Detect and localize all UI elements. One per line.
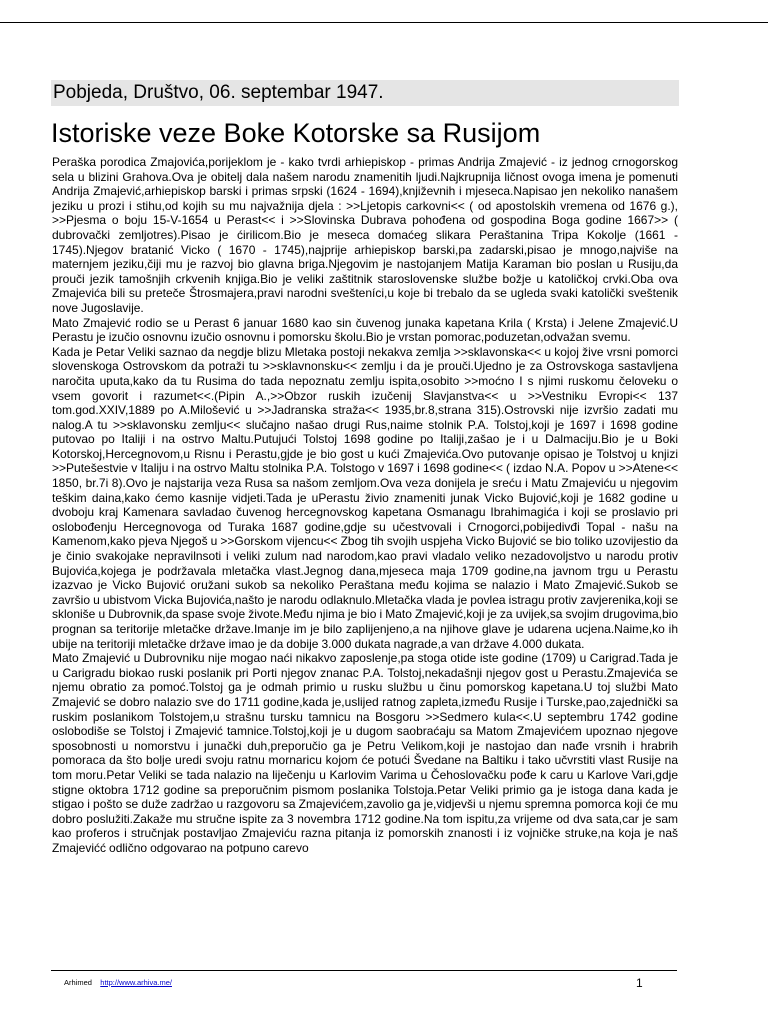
footer-source-name: Arhimed xyxy=(64,978,92,987)
footer-link[interactable]: http://www.arhiva.me/ xyxy=(100,978,172,987)
paragraph: Mato Zmajević rodio se u Perast 6 januar 1680 kao sin čuvenog junaka kapetana Krila ( Krsta) i Jelene Zmajević.U Perastu je izučio osnovnu izučio osnovnu i pomorsku školu.Bio je vrstan pomorac,poduzetan,odvažan svemu. xyxy=(52,315,678,345)
article-title: Istoriske veze Boke Kotorske sa Rusijom xyxy=(51,118,541,148)
page-number: 1 xyxy=(636,976,643,990)
footer-rule xyxy=(51,970,677,971)
publication-header xyxy=(51,80,679,106)
footer-source xyxy=(64,978,172,988)
paragraph: Kada je Petar Veliki saznao da negdje blizu Mletaka postoji nekakva zemlja >>sklavonska<< u kojoj žive vrsni pomorci slovenskoga Ostrovskom da potraži tu >>sklavnonsku<< zemlju i da je prouči.Ujedno je za Ostrovskoga sastavljena naročita uputa,kako da tu Rusima do tada nepoznatu zemlju ispita,osobito >>moćno I s njimi ruskomu čeloveku o vsem govorit i razumet<<.(Pipin A.,>>Obzor ruskih izučenij Slavjanstva<< u >>Vestniku Evropi<< 137 tom.god.XXIV,1889 po A.Milošević u >>Jadranska straža<< 1935,br.8,strana 315).Ostrovski nije izvršio zadati mu nalog.A tu >>sklavonsku zemlju<< slučajno našao drugi Rus,naime stolnik P.A. Tolstoj,koji je 1697 i 1698 godine putovao po Italiji i na ostrvo Maltu.Putujući Tolstoj 1698 godine po Italiji,zašao je i u Dalmaciju.Bio je u Boki Kotorskoj,Hercegnovom,u Risnu i Perastu,gjde je bio gost u kući Zmajevića.Ovo putovanje opisao je Tolstvoj u knjizi >>Putešestvie v Italiju i na ostrvo Maltu stolnika P.A. Tolstogo v 1697 i 1698 godine<< ( izdao N.A. Popov u >>Atene<< 1850, br.7i 8).Ovo je najstarija veza Rusa sa našom zemljom.Ova veza donijela je sreću i Matu Zmajeviću u njegovim teškim daina,kako ćemo kasnije vidjeti.Tada je uPerastu živio znameniti junak Vicko Bujović,koji je 1682 godine u dvoboju kraj Kamenara savladao čuvenog hercegnovskog kapetana Osmanagu Ibrahimagića i koji se proslavio pri oslobođenju Hercegnovoga od Turaka 1687 godine,gdje su učestvovali i Crnogorci,pobijedivđi Topal - našu na Kamenom,kako pjeva Njegoš u >>Gorskom vijencu<< Zbog tih svojih uspjeha Vicko Bujović se bio toliko uzovijestio da je činio svakojake nepravilnsoti i veliki zulum nad narodom,kao pravi vladalo veliko nezadovoljstvo u narodu protiv Bujovića,kojega je podržavala mletačka vlast.Jegnog dana,mjeseca maja 1709 godine,na javnom trgu u Perastu izazvao je Vicko Bujović oružani sukob sa nekoliko Peraštana među kojima se nalazio i Mato Zmajević.Sukob se završio u ubistvom Vicka Bujovića,našto je narodu odlaknulo.Mletačka vlada je povlea istragu protiv zavjerenika,koji se skloniše u Dubrovnik,da spase svoje živote.Među njima je bio i Mato Zmajević,koji je za uvijek,sa svojim drugovima,bio prognan sa teritorije mletačke države.Imanje im je bilo zaplijenjeno,a na njihove glave je udarena ucjena.Naime,ko ih ubije na teritoriji mletačke države imao je da dobije 3.000 dukata nagrade,a van države 4.000 dukata. xyxy=(52,344,678,651)
paragraph: Peraška porodica Zmajovića,porijeklom je - kako tvrdi arhiepiskop - primas Andrija Zmajević - iz jednog crnogorskog sela u blizini Grahova.Ova je obitelj dala našem narodu znamenitih ljudi.Najkrupnija ličnost ovoga imena je pomenuti Andrija Zmajević,arhiepiskop barski i primas srpski (1624 - 1694),književnih i mjeseca.Napisao jen nekoliko nanašem jeziku u prozi i stihu,od kojih su mu najvažnija djela : >>Ljetopis carkovni<< ( od apostolskih vremena od 1676 g.), >>Pjesma o boju 15-V-1654 u Perast<< i >>Slovinska Dubrava pohođena od gospodina Boga godine 1667>> ( dubrovački zemljotres).Pisao je ćirilicom.Bio je meseca domaćeg slikara Peraštanina Tripa Kokolje (1661 - 1745).Njegov bratanić Vicko ( 1670 - 1745),najprije arhiepiskop barski,pa zadarski,pisao je mnogo,najviše na maternjem jeziku,čiji mu je razvoj bio glavna briga.Njegovim je nastojanjem Matija Karaman bio poslan u Rusiju,da prouči jezik tamošnjih crkvenih knjiga.Bio je veliki zaštitnik staroslovenske službe božje u katoličkoj crvki.Oba ova Zmajevića bili su preteče Štrosmajera,pravi narodni svešteníci,u koje bi trebalo da se ugleda svaki katolički sveštenik nove Jugoslavije. xyxy=(52,155,678,315)
top-rule xyxy=(0,22,768,23)
publication-header-text: Pobjeda, Društvo, 06. septembar 1947. xyxy=(53,82,384,103)
article-body xyxy=(52,155,678,856)
paragraph: Mato Zmajević u Dubrovniku nije mogao naći nikakvo zaposlenje,pa stoga otide iste godine (1709) u Carigrad.Tada je u Carigradu biokao ruski poslanik pri Porti njegov znanac P.A. Tolstoj,nekadašnji njegov gost u Perastu.Zmajevića se njemu obratio za pomoć.Tolstoj ga je odmah primio u rusku službu u činu pomorskog kapetana.U toj službi Mato Zmajević se dobro nalazio sve do 1711 godine,kada je,uslijed ratnog zapleta,između Rusije i Turske,pao,zajednički sa ruskim poslanikom Tolstojem,u strašnu tursku tamnicu na Bosgoru >>Sedmero kula<<.U septembru 1742 godine oslobodiše se Tolstoj i Zmajević tamnice.Tolstoj,koji je u dugom saobraćaju sa Matom Zmajevićem upoznao njegove sposobnosti u nomorstvu i junački duh,preporučio ga je Petru Velikom,koji je nastojao dan nađe vrsnih i hrabrih pomoraca da što bolje uredi svoju ratnu mornaricu kojom će potući Švedane na Baltiku i tako učvrstiti vlast Rusije na tom moru.Petar Veliki se tada nalazio na liječenju u Karlovim Varima u Čehoslovačku pođe k caru u Karlove Vari,gdje stigne oktobra 1712 godine sa preporučnim pismom poslanika Tolstoja.Petar Veliki primio ga je istoga dana kada je stigao i pošto se duže zadržao u razgovoru sa Zmajevićem,zavolio ga je,vidjevši u njemu spremna pomorca koji će mu dobro poslužiti.Zakaže mu stručne ispite za 3 novembra 1712 godine.Na tom ispitu,za vrijeme od dva sata,car je sam kao proferos i stručnjak postavljao Zmajeviću razna pitanja iz pomorskih znanosti i iz vojničke struke,na koja je naš Zmajevićć odlično odgovarao na potpuno carevo xyxy=(52,651,678,855)
